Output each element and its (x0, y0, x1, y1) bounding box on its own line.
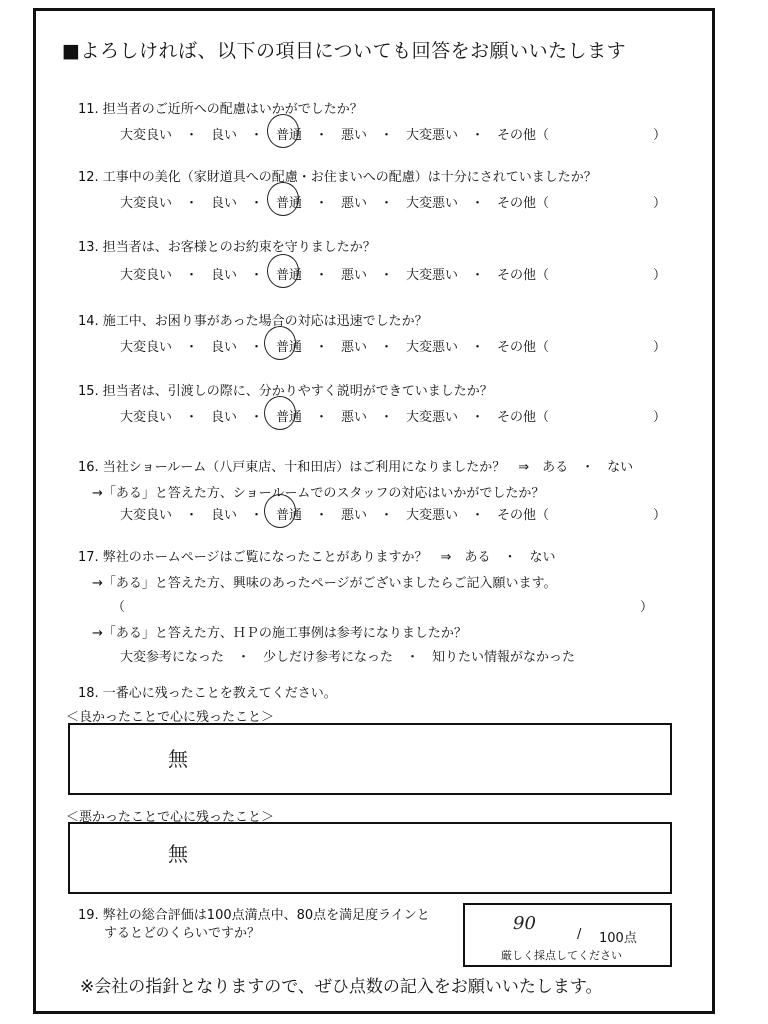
question-18: 18. 一番心に残ったことを教えてください。 (78, 686, 337, 701)
question-14: 14. 施工中、お困り事があった場合の対応は迅速でしたか？ (78, 314, 428, 329)
answer-circle-13 (267, 254, 299, 288)
question-19-line2: するとどのくらいですか？ (78, 926, 261, 941)
bad-label: ＜悪かったことで心に残ったこと＞ (66, 810, 275, 825)
answer-circle-11 (267, 114, 299, 148)
question-13: 13. 担当者は、お客様とのお約束を守りましたか？ (78, 240, 376, 255)
footer-note: ※会社の指針となりますので、ぜひ点数の記入をお願いいたします。 (80, 977, 603, 997)
rating-options-14: 大変良い ・ 良い ・ 普通 ・ 悪い ・ 大変悪い ・ その他（ ） (120, 340, 667, 355)
rating-options-12: 大変良い ・ 良い ・ 普通 ・ 悪い ・ 大変悪い ・ その他（ ） (120, 196, 667, 211)
question-11: 11. 担当者のご近所への配慮はいかがでしたか？ (78, 102, 363, 117)
score-box[interactable] (463, 903, 672, 967)
answer-circle-14 (264, 326, 296, 360)
score-separator: / (577, 927, 582, 942)
answer-circle-16 (264, 494, 296, 528)
bad-answer-text: 無 (168, 842, 188, 866)
answer-circle-12 (267, 182, 299, 216)
score-suffix: 100点 (599, 931, 637, 946)
rating-options-13: 大変良い ・ 良い ・ 普通 ・ 悪い ・ 大変悪い ・ その他（ ） (120, 268, 667, 283)
bad-answer-box[interactable] (68, 822, 672, 894)
question-16: 16. 当社ショールーム（八戸東店、十和田店）はご利用になりましたか？ ⇒ ある ・ ない (78, 460, 634, 475)
question-15: 15. 担当者は、引渡しの際に、分かりやすく説明ができていましたか？ (78, 384, 493, 399)
paren-close: ） (640, 600, 654, 615)
question-17: 17. 弊社のホームページはご覧になったことがありますか？ ⇒ ある ・ ない (78, 550, 556, 565)
score-note: 厳しく採点してください (501, 949, 622, 962)
question-17-sub1: →「ある」と答えた方、興味のあったページがございましたらご記入願います。 (92, 576, 557, 591)
question-12: 12. 工事中の美化（家財道具への配慮・お住まいへの配慮）は十分にされていましたか？ (78, 170, 597, 185)
question-19-line1: 19. 弊社の総合評価は100点満点中、80点を満足度ラインと (78, 908, 430, 923)
question-16-sub: →「ある」と答えた方、ショールームでのスタッフの対応はいかがでしたか？ (92, 486, 545, 501)
rating-options-16: 大変良い ・ 良い ・ 普通 ・ 悪い ・ 大変悪い ・ その他（ ） (120, 508, 667, 523)
score-value: 90 (513, 913, 536, 934)
q17-options: 大変参考になった ・ 少しだけ参考になった ・ 知りたい情報がなかった (120, 650, 576, 665)
rating-options-11: 大変良い ・ 良い ・ 普通 ・ 悪い ・ 大変悪い ・ その他（ ） (120, 128, 667, 143)
question-17-sub2: →「ある」と答えた方、ＨＰの施工事例は参考になりましたか？ (92, 626, 467, 641)
good-answer-box[interactable] (68, 723, 672, 795)
paren-open: （ (112, 600, 126, 615)
answer-circle-15 (264, 396, 296, 430)
rating-options-15: 大変良い ・ 良い ・ 普通 ・ 悪い ・ 大変悪い ・ その他（ ） (120, 410, 667, 425)
page-title: ■よろしければ、以下の項目についても回答をお願いいたします (62, 40, 627, 62)
good-answer-text: 無 (168, 747, 188, 771)
good-label: ＜良かったことで心に残ったこと＞ (66, 710, 275, 725)
